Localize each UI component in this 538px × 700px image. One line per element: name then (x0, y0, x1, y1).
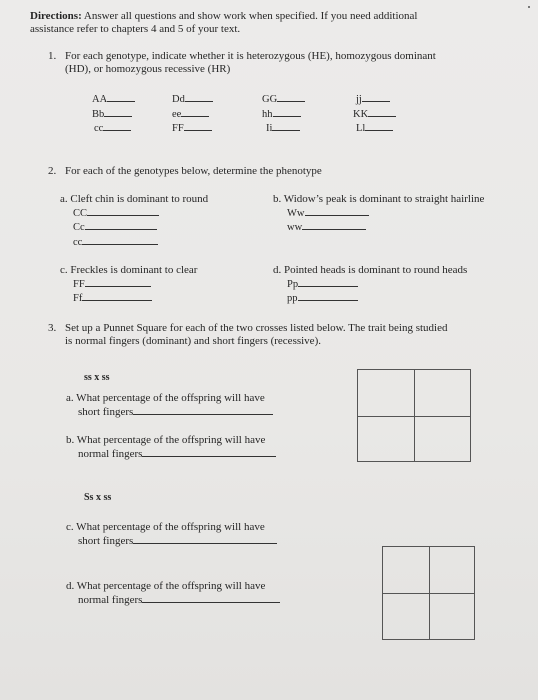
cross-2-label: Ss x ss (84, 492, 112, 503)
genotype-blank: Ii (266, 121, 300, 135)
q2b-title: b. Widow’s peak is dominant to straight hairline (273, 193, 485, 205)
genotype-blank: jj (356, 92, 390, 106)
q3b-line-1: b. What percentage of the offspring will have (66, 434, 266, 446)
genotype-blank: Ll (356, 121, 393, 135)
genotype-blank: Bb (92, 107, 132, 121)
q2-number: 2. (48, 165, 57, 177)
q3b-line-2: normal fingers (78, 447, 276, 460)
punnett-square-2 (382, 546, 475, 640)
genotype-blank: cc (94, 121, 131, 135)
q3d-line-1: d. What percentage of the offspring will have (66, 580, 266, 592)
phenotype-blank: cc (73, 235, 158, 249)
phenotype-blank: pp (287, 291, 358, 305)
q2d-title: d. Pointed heads is dominant to round heads (273, 264, 468, 276)
phenotype-blank: Ff (73, 291, 152, 305)
q3d-line-2: normal fingers (78, 593, 280, 606)
genotype-blank: GG (262, 92, 305, 106)
q2-text: For each of the genotypes below, determine the phenotype (65, 165, 322, 177)
cross-1-label: ss x ss (84, 372, 110, 383)
genotype-blank: FF (172, 121, 212, 135)
q3-line-2: is normal fingers (dominant) and short fingers (recessive). (65, 335, 321, 347)
genotype-blank: hh (262, 107, 301, 121)
phenotype-blank: Pp (287, 277, 358, 291)
punnett-square-1 (357, 369, 471, 462)
directions-label: Directions: (30, 10, 82, 22)
directions-line-1 (30, 10, 417, 22)
phenotype-blank: Cc (73, 220, 157, 234)
q2a-title: a. Cleft chin is dominant to round (60, 193, 209, 205)
phenotype-blank: Ww (287, 206, 369, 220)
phenotype-blank: FF (73, 277, 151, 291)
page-mark (528, 6, 530, 8)
q3a-line-2: short fingers (78, 405, 273, 418)
directions-text: Answer all questions and show work when specified. If you need additional (83, 10, 418, 22)
q1-line-1: For each genotype, indicate whether it is heterozygous (HE), homozygous dominant (65, 50, 436, 62)
genotype-blank: Dd (172, 92, 213, 106)
q2c-title: c. Freckles is dominant to clear (60, 264, 198, 276)
phenotype-blank: ww (287, 220, 366, 234)
directions-line-2: assistance refer to chapters 4 and 5 of your text. (30, 23, 241, 35)
genotype-blank: AA (92, 92, 135, 106)
q1-number: 1. (48, 50, 57, 62)
q3a-line-1: a. What percentage of the offspring will have (66, 392, 265, 404)
q3-line-1: Set up a Punnet Square for each of the two crosses listed below. The trait being studied (65, 322, 448, 334)
q3-number: 3. (48, 322, 57, 334)
q1-line-2: (HD), or homozygous recessive (HR) (65, 63, 231, 75)
q3c-line-1: c. What percentage of the offspring will have (66, 521, 265, 533)
phenotype-blank: CC (73, 206, 159, 220)
genotype-blank: ee (172, 107, 209, 121)
q3c-line-2: short fingers (78, 534, 277, 547)
genotype-blank: KK (353, 107, 396, 121)
